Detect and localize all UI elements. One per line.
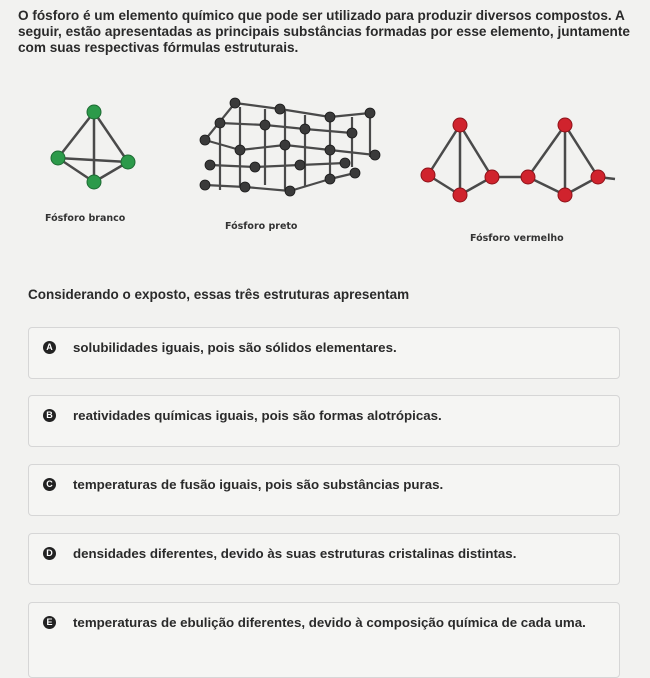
option-c[interactable] bbox=[28, 464, 620, 516]
red-phosphorus-structure bbox=[420, 115, 620, 215]
phosphorus-structures-figure bbox=[30, 95, 620, 255]
black-phosphorus-structure bbox=[180, 95, 400, 215]
question-prompt: Considerando o exposto, essas três estruturas apresentam bbox=[28, 287, 410, 302]
white-phosphorus-structure bbox=[40, 100, 150, 200]
option-text: temperaturas de fusão iguais, pois são substâncias puras. bbox=[73, 477, 444, 492]
option-letter-badge: E bbox=[43, 616, 56, 629]
option-text: reatividades químicas iguais, pois são formas alotrópicas. bbox=[73, 408, 442, 423]
option-text: temperaturas de ebulição diferentes, devido à composição química de cada uma. bbox=[73, 615, 586, 630]
red-phosphorus-label: Fósforo vermelho bbox=[470, 233, 564, 244]
black-phosphorus-label: Fósforo preto bbox=[225, 221, 298, 232]
option-d[interactable] bbox=[28, 533, 620, 585]
option-e[interactable] bbox=[28, 602, 620, 678]
option-letter-badge: B bbox=[43, 409, 56, 422]
question-intro: O fósforo é um elemento químico que pode ser utilizado para produzir diversos compostos. A seguir, estão apresentadas as principais substâncias formadas por esse elemento, juntamente com suas respectivas fórmulas estruturais. bbox=[18, 8, 630, 55]
option-b[interactable] bbox=[28, 395, 620, 447]
option-text: densidades diferentes, devido às suas estruturas cristalinas distintas. bbox=[73, 546, 517, 561]
option-letter-badge: A bbox=[43, 341, 56, 354]
option-text: solubilidades iguais, pois são sólidos elementares. bbox=[73, 340, 397, 355]
option-letter-badge: C bbox=[43, 478, 56, 491]
option-a[interactable] bbox=[28, 327, 620, 379]
option-letter-badge: D bbox=[43, 547, 56, 560]
white-phosphorus-label: Fósforo branco bbox=[45, 213, 126, 224]
